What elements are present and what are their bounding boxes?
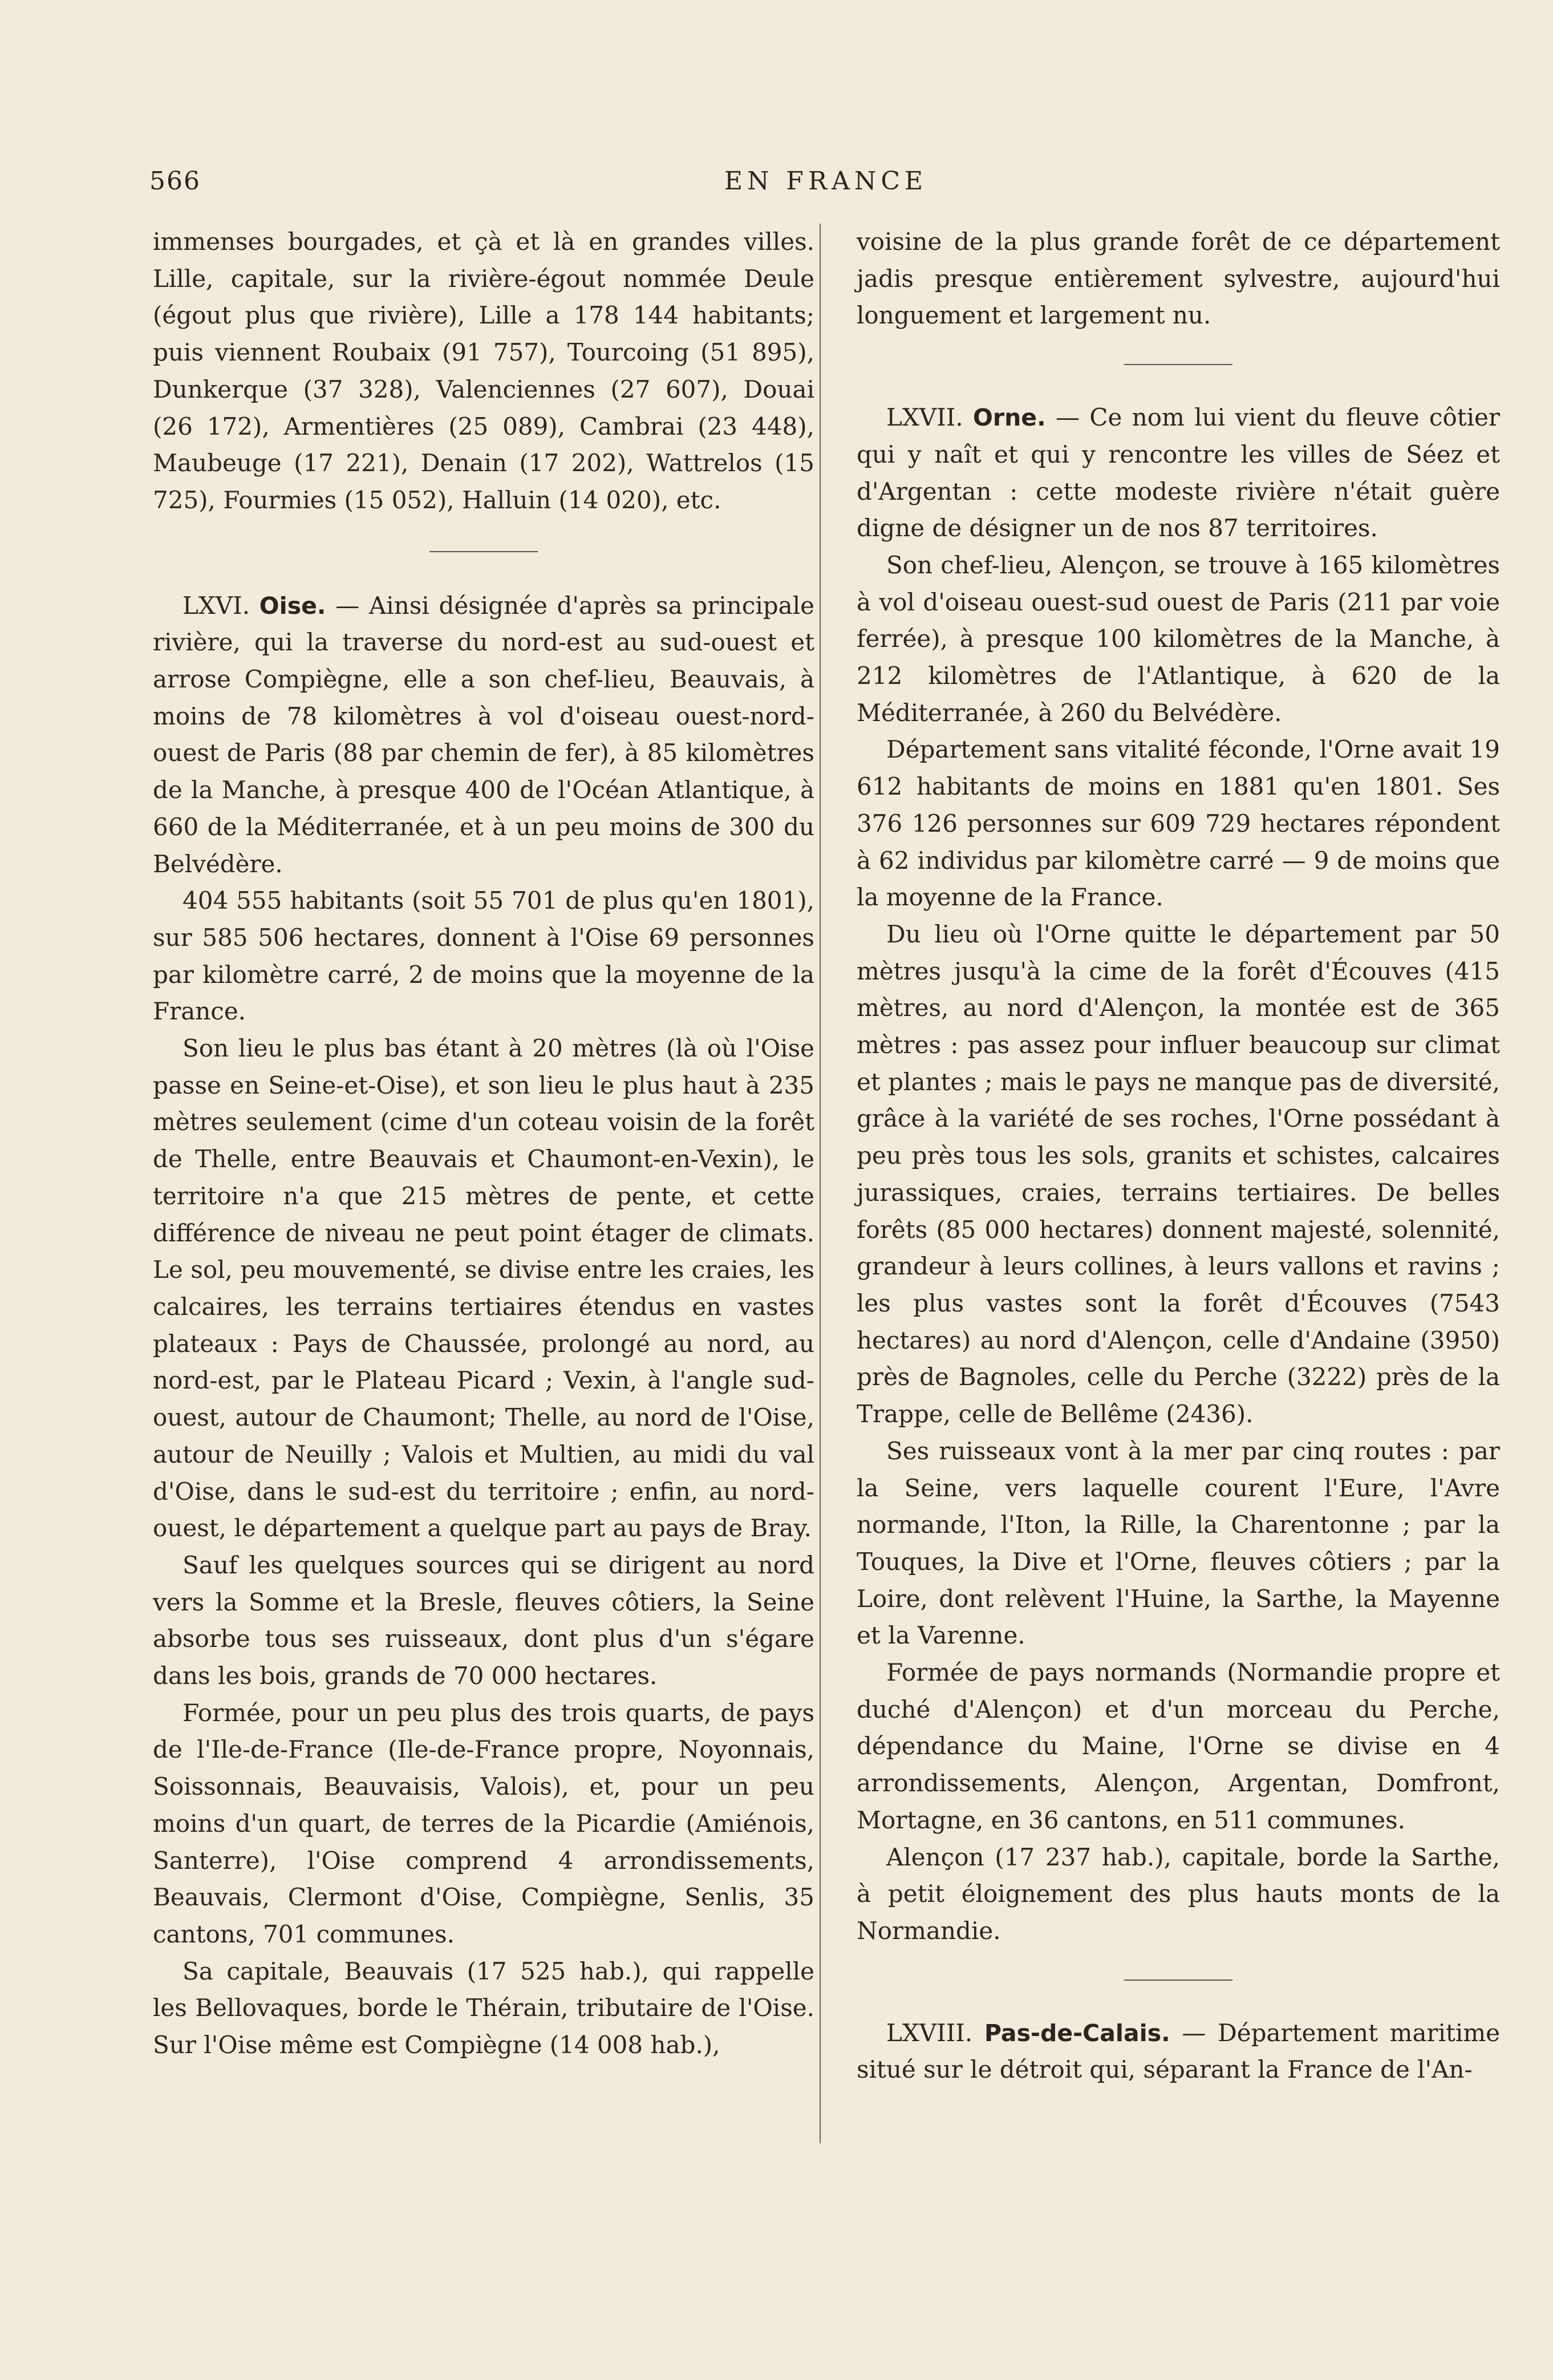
body-paragraph: 404 555 habitants (soit 55 701 de plus qu'en 1801), sur 585 506 hectares, donnent à l'Oise 69 personnes par kilomètre carré, 2 de moins que la moyenne de la France. bbox=[153, 887, 814, 1026]
section-number: LXVIII. bbox=[886, 2018, 973, 2047]
page-number: 566 bbox=[149, 167, 201, 196]
body-paragraph: Son lieu le plus bas étant à 20 mètres (là où l'Oise passe en Seine-et-Oise), et son lieu le plus haut à 235 mètres seulement (cime d'un coteau voisin de la forêt de Thelle, entre Beauvais et Chaumont-en-Vexin), le territoire n'a que 215 mètres de pente, et cette différence de niveau ne peut point étager de climats. Le sol, peu mouvementé, se divise entre les craies, les calcaires, les terrains tertiaires étendus en vastes plateaux : Pays de Chaussée, prolongé au nord, au nord-est, par le Plateau Picard ; Vexin, à l'angle sud-ouest, autour de Chaumont; Thelle, au nord de l'Oise, autour de Neuilly ; Valois et Multien, au midi du val d'Oise, dans le sud-est du territoire ; enfin, au nord-ouest, le département a quelque part au pays de Bray. bbox=[153, 1034, 814, 1543]
page-header bbox=[149, 167, 1502, 207]
body-paragraph: Formée de pays normands (Normandie propre et duché d'Alençon) et d'un morceau du Perche, dépendance du Maine, l'Orne se divise en 4 arrondissements, Alençon, Argentan, Domfront, Mortagne, en 36 cantons, en 511 communes. bbox=[857, 1658, 1500, 1834]
right-column bbox=[857, 224, 1500, 2088]
section-separator bbox=[1124, 1980, 1232, 1981]
section-heading: Pas-de-Calais. bbox=[984, 2019, 1170, 2047]
section-separator bbox=[1124, 364, 1232, 365]
body-paragraph: Sa capitale, Beauvais (17 525 hab.), qui rappelle les Bellovaques, borde le Thérain, tributaire de l'Oise. Sur l'Oise même est Compiègne (14 008 hab.), bbox=[153, 1957, 814, 2059]
section-number: LXVII. bbox=[886, 403, 963, 432]
body-paragraph: Ses ruisseaux vont à la mer par cinq routes : par la Seine, vers laquelle courent l'Eure, l'Avre normande, l'Iton, la Rille, la Charentonne ; par la Touques, la Dive et l'Orne, fleuves côtiers ; par la Loire, dont relèvent l'Huine, la Sarthe, la Mayenne et la Varenne. bbox=[857, 1436, 1500, 1650]
body-paragraph: Du lieu où l'Orne quitte le département par 50 mètres jusqu'à la cime de la forêt d'Écouves (415 mètres, au nord d'Alençon, la montée est de 365 mètres : pas assez pour influer beaucoup sur climat et plantes ; mais le pays ne manque pas de diversité, grâce à la variété de ses roches, l'Orne possédant à peu près tous les sols, granits et schistes, calcaires jurassiques, craies, terrains tertiaires. De belles forêts (85 000 hectares) donnent majesté, solennité, grandeur à leurs collines, à leurs vallons et ravins ; les plus vastes sont la forêt d'Écouves (7543 hectares) au nord d'Alençon, celle d'Andaine (3950) près de Bagnoles, celle du Perche (3222) près de la Trappe, celle de Bellême (2436). bbox=[857, 920, 1500, 1428]
section-heading: Orne. bbox=[973, 404, 1046, 432]
section-separator bbox=[429, 551, 538, 552]
body-paragraph: Formée, pour un peu plus des trois quarts, de pays de l'Ile-de-France (Ile-de-France propre, Noyonnais, Soissonnais, Beauvaisis, Valois), et, pour un peu moins d'un quart, de terres de la Picardie (Amiénois, Santerre), l'Oise comprend 4 arrondissements, Beauvais, Clermont d'Oise, Compiègne, Senlis, 35 cantons, 701 communes. bbox=[153, 1698, 814, 1948]
continuation-paragraph: voisine de la plus grande forêt de ce département jadis presque entièrement sylvestre, aujourd'hui longuement et largement nu. bbox=[857, 228, 1500, 330]
body-paragraph: Alençon (17 237 hab.), capitale, borde la Sarthe, à petit éloignement des plus hauts monts de la Normandie. bbox=[857, 1843, 1500, 1945]
body-paragraph: Sauf les quelques sources qui se dirigent au nord vers la Somme et la Bresle, fleuves côtiers, la Seine absorbe tous ses ruisseaux, dont plus d'un s'égare dans les bois, grands de 70 000 hectares. bbox=[153, 1551, 814, 1690]
body-paragraph: Département sans vitalité féconde, l'Orne avait 19 612 habitants de moins en 1881 qu'en 1801. Ses 376 126 personnes sur 609 729 hectares répondent à 62 individus par kilomètre carré — 9 de moins que la moyenne de la France. bbox=[857, 735, 1500, 912]
section-pas-de-calais bbox=[857, 2015, 1500, 2088]
running-title: EN FRANCE bbox=[724, 167, 928, 196]
section-lead: — Ce nom lui vient du fleuve côtier qui y naît et qui y rencontre les villes de Séez et d'Argentan : cette modeste rivière n'était guère digne de désigner un de nos 87 territoires. bbox=[857, 403, 1500, 543]
column-divider bbox=[820, 224, 821, 2143]
section-number: LXVI. bbox=[183, 591, 250, 620]
section-lead: — Département maritime situé sur le détroit qui, séparant la France de l'An- bbox=[857, 2018, 1500, 2084]
section-oise bbox=[153, 588, 814, 883]
section-orne bbox=[857, 399, 1500, 547]
left-column bbox=[153, 224, 814, 2064]
continuation-paragraph: immenses bourgades, et çà et là en grandes villes. Lille, capitale, sur la rivière-égout nommée Deule (égout plus que rivière), Lille a 178 144 habitants; puis viennent Roubaix (91 757), Tourcoing (51 895), Dunkerque (37 328), Valenciennes (27 607), Douai (26 172), Armentières (25 089), Cambrai (23 448), Maubeuge (17 221), Denain (17 202), Wattrelos (15 725), Fourmies (15 052), Halluin (14 020), etc. bbox=[153, 228, 814, 514]
section-lead: — Ainsi désignée d'après sa principale rivière, qui la traverse du nord-est au sud-ouest et arrose Compiègne, elle a son chef-lieu, Beauvais, à moins de 78 kilomètres à vol d'oiseau ouest-nord-ouest de Paris (88 par chemin de fer), à 85 kilomètres de la Manche, à presque 400 de l'Océan Atlantique, à 660 de la Méditerranée, et à un peu moins de 300 du Belvédère. bbox=[153, 591, 814, 878]
body-paragraph: Son chef-lieu, Alençon, se trouve à 165 kilomètres à vol d'oiseau ouest-sud ouest de Paris (211 par voie ferrée), à presque 100 kilomètres de la Manche, à 212 kilomètres de l'Atlantique, à 620 de la Méditerranée, à 260 du Belvédère. bbox=[857, 551, 1500, 727]
section-heading: Oise. bbox=[259, 592, 326, 620]
